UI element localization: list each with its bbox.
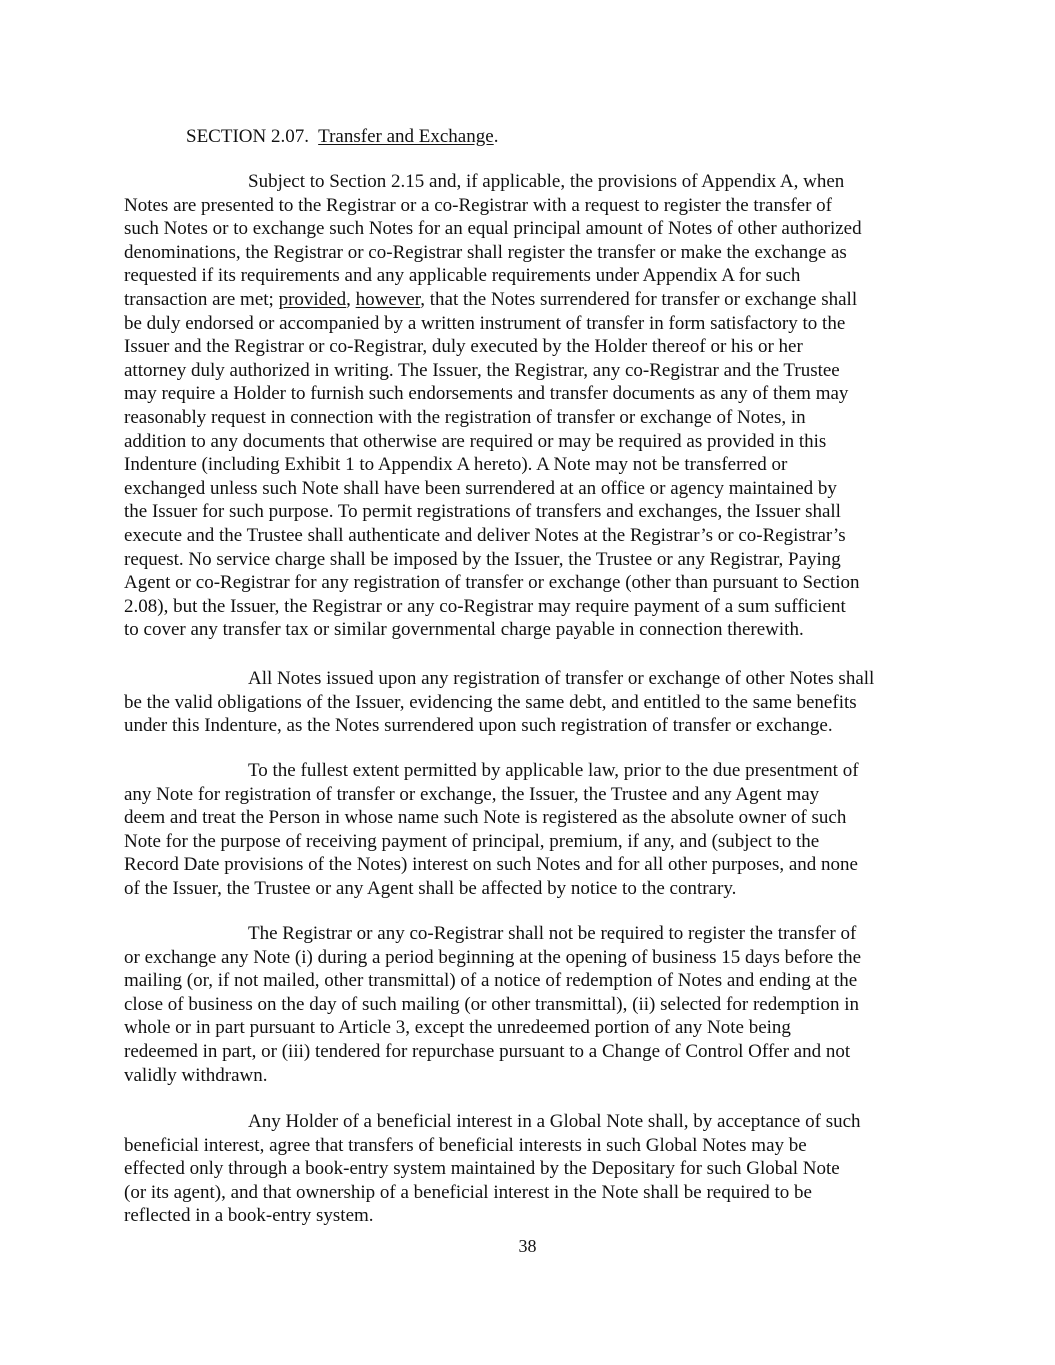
paragraph-line: be the valid obligations of the Issuer, evidencing the same debt, and entitled to the same benefits bbox=[124, 691, 857, 713]
paragraph-line: be duly endorsed or accompanied by a written instrument of transfer in form satisfactory to the bbox=[124, 312, 846, 334]
paragraph-line: under this Indenture, as the Notes surrendered upon such registration of transfer or exchange. bbox=[124, 715, 833, 737]
paragraph-line: The Registrar or any co-Registrar shall not be required to register the transfer of bbox=[248, 923, 857, 944]
paragraph-line: Issuer and the Registrar or co-Registrar, duly executed by the Holder thereof or his or her bbox=[124, 336, 803, 358]
paragraph-line: All Notes issued upon any registration of transfer or exchange of other Notes shall bbox=[248, 668, 875, 689]
paragraph-line: effected only through a book-entry system maintained by the Depositary for such Global Note bbox=[124, 1158, 840, 1180]
paragraph-line: Note for the purpose of receiving payment of principal, premium, if any, and (subject to the bbox=[124, 830, 820, 852]
paragraph-absolute-owner bbox=[124, 759, 934, 901]
paragraph-line: of the Issuer, the Trustee or any Agent shall be affected by notice to the contrary. bbox=[124, 877, 737, 899]
paragraph-line: Indenture (including Exhibit 1 to Appendix A hereto). A Note may not be transferred or bbox=[124, 454, 788, 476]
paragraph-line: reflected in a book-entry system. bbox=[124, 1205, 374, 1227]
page-number: 38 bbox=[518, 1236, 537, 1256]
paragraph-line: Record Date provisions of the Notes) interest on such Notes and for all other purposes, and none bbox=[124, 854, 858, 876]
paragraph-global-note-interests bbox=[124, 1110, 934, 1228]
paragraph-line: mailing (or, if not mailed, other transmittal) of a notice of redemption of Notes and ending at the bbox=[124, 970, 858, 992]
proviso-provided: provided bbox=[278, 288, 347, 310]
paragraph-line: beneficial interest, agree that transfers of beneficial interests in such Global Notes may be bbox=[124, 1134, 807, 1156]
paragraph-line: addition to any documents that otherwise are required or may be required as provided in this bbox=[124, 430, 827, 452]
paragraph-line: redeemed in part, or (iii) tendered for repurchase pursuant to a Change of Control Offer and not bbox=[124, 1040, 851, 1062]
paragraph-line-proviso bbox=[124, 288, 934, 312]
paragraph-registration-restrictions bbox=[124, 922, 934, 1087]
paragraph-line: Notes are presented to the Registrar or a co-Registrar with a request to register the transfer of bbox=[124, 194, 833, 216]
paragraph-line: or exchange any Note (i) during a period beginning at the opening of business 15 days before the bbox=[124, 946, 862, 968]
paragraph-line: Any Holder of a beneficial interest in a Global Note shall, by acceptance of such bbox=[248, 1111, 861, 1132]
paragraph-line: the Issuer for such purpose. To permit registrations of transfers and exchanges, the Issuer shall bbox=[124, 501, 841, 523]
paragraph-line: may require a Holder to furnish such endorsements and transfer documents as any of them may bbox=[124, 383, 849, 405]
paragraph-line: whole or in part pursuant to Article 3, except the unredeemed portion of any Note being bbox=[124, 1017, 791, 1039]
paragraph-line: request. No service charge shall be imposed by the Issuer, the Trustee or any Registrar, Paying bbox=[124, 548, 841, 570]
paragraph-line: execute and the Trustee shall authenticate and deliver Notes at the Registrar’s or co-Registrar’s bbox=[124, 524, 846, 546]
paragraph-valid-obligations bbox=[124, 667, 934, 738]
paragraph-line: such Notes or to exchange such Notes for an equal principal amount of Notes of other authorized bbox=[124, 218, 862, 240]
paragraph-line: reasonably request in connection with the registration of transfer or exchange of Notes, in bbox=[124, 406, 806, 428]
paragraph-transfer-registration bbox=[124, 170, 934, 642]
proviso-post: , that the Notes surrendered for transfer or exchange shall bbox=[420, 288, 858, 310]
paragraph-line: close of business on the day of such mailing (or other transmittal), (ii) selected for redemption in bbox=[124, 993, 859, 1015]
paragraph-line: deem and treat the Person in whose name such Note is registered as the absolute owner of such bbox=[124, 807, 847, 829]
paragraph-line: (or its agent), and that ownership of a beneficial interest in the Note shall be required to be bbox=[124, 1181, 812, 1203]
paragraph-line: any Note for registration of transfer or exchange, the Issuer, the Trustee and any Agent may bbox=[124, 783, 820, 805]
paragraph-line: To the fullest extent permitted by applicable law, prior to the due presentment of bbox=[248, 760, 859, 781]
section-title: Transfer and Exchange bbox=[318, 126, 494, 147]
paragraph-line: to cover any transfer tax or similar governmental charge payable in connection therewith. bbox=[124, 619, 804, 641]
paragraph-line: denominations, the Registrar or co-Registrar shall register the transfer or make the exchange as bbox=[124, 241, 847, 263]
paragraph-line: 2.08), but the Issuer, the Registrar or any co-Registrar may require payment of a sum sufficient bbox=[124, 595, 846, 617]
paragraph-line: attorney duly authorized in writing. The Issuer, the Registrar, any co-Registrar and the Trustee bbox=[124, 359, 840, 381]
paragraph-line: Agent or co-Registrar for any registration of transfer or exchange (other than pursuant to Section bbox=[124, 572, 860, 594]
proviso-mid: , bbox=[346, 288, 356, 310]
proviso-however: however bbox=[355, 288, 421, 310]
section-label: SECTION 2.07. bbox=[186, 126, 309, 147]
paragraph-line: requested if its requirements and any applicable requirements under Appendix A for such bbox=[124, 265, 801, 287]
paragraph-line: Subject to Section 2.15 and, if applicable, the provisions of Appendix A, when bbox=[248, 171, 845, 192]
section-title-end: . bbox=[493, 126, 499, 147]
proviso-pre: transaction are met; bbox=[124, 288, 279, 310]
paragraph-line: exchanged unless such Note shall have been surrendered at an office or agency maintained by bbox=[124, 477, 837, 499]
section-heading bbox=[186, 125, 498, 149]
paragraph-line: validly withdrawn. bbox=[124, 1064, 268, 1086]
